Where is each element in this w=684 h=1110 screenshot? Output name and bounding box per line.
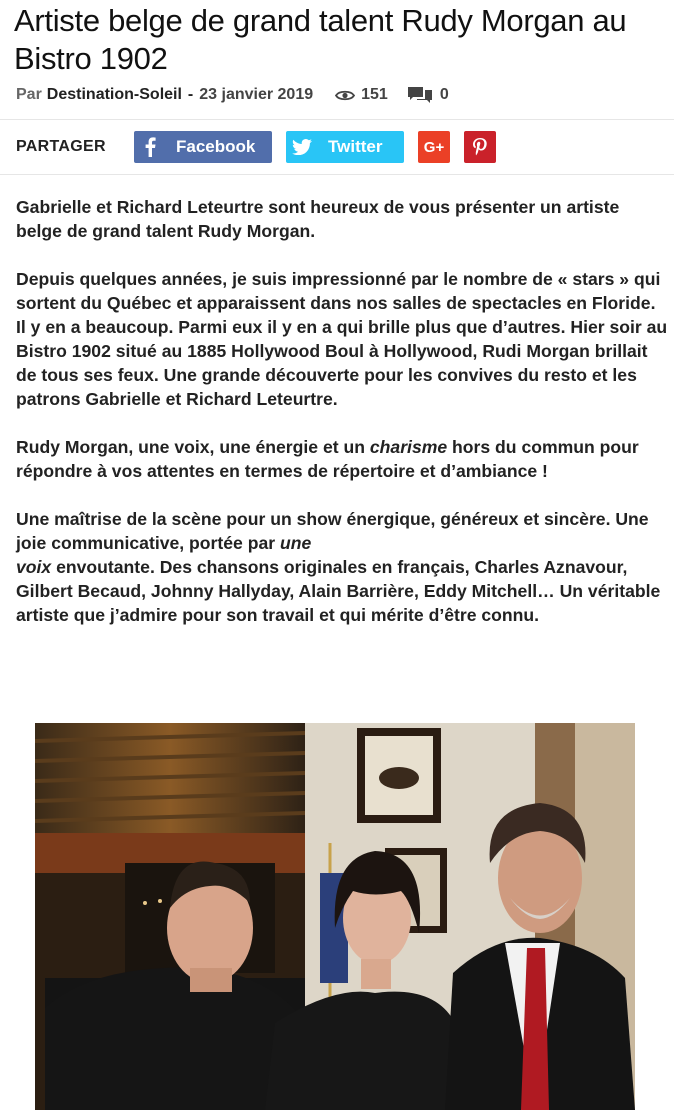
facebook-icon (134, 137, 166, 157)
facebook-share-button[interactable] (134, 131, 272, 163)
publish-date: 23 janvier 2019 (199, 86, 314, 103)
paragraph-charisma: Rudy Morgan, une voix, une énergie et un charisme hors du commun pour répondre à vos attentes en termes de répertoire et d’ambiance ! (16, 437, 639, 481)
view-count-value: 151 (361, 86, 388, 103)
twitter-share-button[interactable] (286, 131, 404, 163)
eye-icon (335, 89, 355, 102)
facebook-share-label: Facebook (176, 137, 256, 156)
paragraph-show: Une maîtrise de la scène pour un show énergique, généreux et sincère. Une joie communicative, portée par une voix envoutante. Des chansons originales en français, Charles Aznavour, Gilbert Becaud, Johnny Hallyday, Alain Barrière, Eddy Mitchell… Un véritable artiste que j’admire pour son travail et qui mérite d’être connu. (16, 509, 661, 625)
twitter-icon (286, 139, 318, 155)
pinterest-share-button[interactable] (464, 131, 496, 163)
googleplus-share-button[interactable] (418, 131, 450, 163)
divider-bottom (0, 174, 674, 175)
author-link[interactable]: Destination-Soleil (46, 86, 182, 103)
twitter-share-label: Twitter (328, 137, 383, 156)
meta-separator: - (187, 86, 194, 103)
article-meta (16, 84, 449, 106)
article-title: Artiste belge de grand talent Rudy Morgan au Bistro 1902 (14, 3, 627, 76)
paragraph-intro: Gabrielle et Richard Leteurtre sont heureux de vous présenter un artiste belge de grand talent Rudy Morgan. (16, 197, 620, 241)
pinterest-icon (473, 138, 487, 156)
emphasis-charisme: charisme (369, 437, 448, 457)
share-label: PARTAGER (16, 138, 106, 155)
divider-top (0, 119, 674, 120)
share-bar (16, 130, 496, 164)
comment-count[interactable] (408, 86, 449, 104)
article-body (16, 195, 668, 651)
paragraph-review: Depuis quelques années, je suis impressionné par le nombre de « stars » qui sortent du Québec et apparaissent dans nos salles de spectacles en Floride. Il y en a beaucoup. Parmi eux il y en a qui brille plus que d’autres. Hier soir au Bistro 1902 situé au 1885 Hollywood Boul à Hollywood, Rudi Morgan brillait de tous ses feux. Une grande découverte pour les convives du resto et les patrons Gabrielle et Richard Leteurtre. (16, 269, 668, 409)
emphasis-voix: voix (16, 557, 52, 577)
comments-icon (408, 86, 432, 104)
googleplus-icon: G+ (423, 138, 445, 156)
article-photo[interactable] (35, 723, 635, 1110)
emphasis-une: une (279, 533, 312, 553)
by-label: Par (16, 86, 42, 103)
view-count (335, 86, 388, 104)
comment-count-value: 0 (439, 86, 449, 103)
photo-illustration (35, 723, 635, 1110)
